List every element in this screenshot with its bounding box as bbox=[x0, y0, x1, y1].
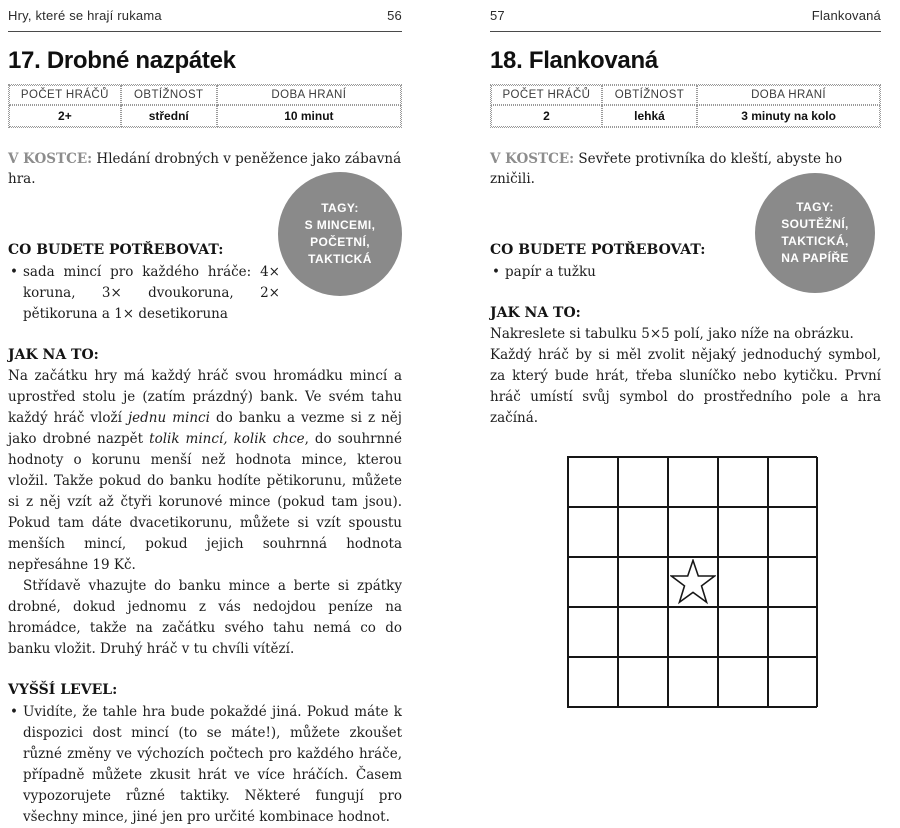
grid-cell bbox=[568, 557, 618, 607]
howto-label: JAK NA TO: bbox=[490, 304, 581, 321]
info-col-duration: DOBA HRANÍ bbox=[217, 85, 401, 105]
tag-line: POČETNÍ, bbox=[310, 235, 370, 249]
summary-text: Hledání drobných v peněžence jako zábavná hra. bbox=[8, 151, 402, 188]
grid-cell bbox=[568, 607, 618, 657]
grid-illustration bbox=[567, 456, 881, 708]
page-header-right bbox=[490, 8, 881, 32]
grid-cell bbox=[668, 557, 718, 607]
summary-label: V KOSTCE: bbox=[490, 151, 575, 167]
grid-cell bbox=[768, 557, 818, 607]
info-val-duration: 3 minuty na kolo bbox=[697, 105, 880, 127]
howto-paragraph: Na začátku hry má každý hráč svou hromádku mincí a uprostřed stolu je (zatím prázdný) bank. Ve svém tahu každý hráč vloží jednu minci do banku a vezme si z něj jako drobné nazpět tolik mincí, kolik chce, do souhrnné hodnoty o korunu menší než hodnota mince, kterou vložil. Takže pokud do banku hodíte pětikorunu, můžete si z něj vzít až čtyři korunové mince (pokud tam jsou). Pokud tam dáte dvacetikorunu, můžete si vzít spoustu menších mincí, pokud jejich souhrnná hodnota nepřesáhne 19 Kč. bbox=[8, 367, 402, 573]
need-list bbox=[490, 262, 762, 283]
info-table bbox=[8, 84, 402, 128]
tag-line: TAKTICKÁ bbox=[308, 252, 372, 266]
grid-cell bbox=[768, 457, 818, 507]
game-title: 17. Drobné nazpátek bbox=[8, 47, 236, 74]
grid-cell bbox=[668, 607, 718, 657]
grid-cell bbox=[718, 457, 768, 507]
grid-cell bbox=[718, 557, 768, 607]
info-val-duration: 10 minut bbox=[217, 105, 401, 127]
need-list bbox=[8, 262, 280, 325]
howto-label: JAK NA TO: bbox=[8, 346, 99, 363]
info-val-players: 2 bbox=[491, 105, 602, 127]
grid-cell bbox=[618, 557, 668, 607]
tags-label: TAGY: bbox=[321, 201, 359, 215]
page-number: 57 bbox=[490, 8, 505, 23]
list-item: • Uvidíte, že tahle hra bude pokaždé jiná. Pokud máte k dispozici dost mincí (to se máte!), můžete zkoušet různé změny ve výchozích počtech pro každého hráče, případně můžete zkusit hrát ve více hráčích. Časem vypozorujete různé taktiky. Některé fungují pro všechny mince, jiné jen pro určité kombinace hodnot. bbox=[8, 702, 402, 828]
tag-line: S MINCEMI, bbox=[304, 218, 376, 232]
game-grid bbox=[567, 456, 817, 708]
grid-cell bbox=[768, 607, 818, 657]
game-title: 18. Flankovaná bbox=[490, 47, 658, 74]
grid-cell bbox=[768, 507, 818, 557]
grid-cell bbox=[618, 457, 668, 507]
howto-paragraph: Střídavě vhazujte do banku mince a berte si zpátky drobné, dokud jednomu z vás nedojdou peníze na hromádce, takže na začátku svého tahu nemá co do banku vložit. Druhý hráč v tu chvíli vítězí. bbox=[8, 577, 402, 657]
info-val-players: 2+ bbox=[9, 105, 121, 127]
grid-cell bbox=[618, 657, 668, 707]
running-head: Flankovaná bbox=[811, 8, 881, 23]
tag-line: TAKTICKÁ, bbox=[781, 234, 849, 248]
tag-line: NA PAPÍŘE bbox=[781, 251, 849, 265]
grid-cell bbox=[618, 507, 668, 557]
info-table bbox=[490, 84, 881, 128]
tag-line: SOUTĚŽNÍ, bbox=[781, 217, 849, 231]
tags-label: TAGY: bbox=[796, 200, 834, 214]
summary-text: Sevřete protivníka do kleští, abyste ho zničili. bbox=[490, 151, 843, 188]
info-col-difficulty: OBTÍŽNOST bbox=[602, 85, 697, 105]
info-col-players: POČET HRÁČŮ bbox=[9, 85, 121, 105]
list-item: • sada mincí pro každého hráče: 4× koruna, 3× dvoukoruna, 2× pětikoruna a 1× desetikoruna bbox=[8, 262, 280, 325]
page-left bbox=[8, 8, 402, 828]
tags-badge bbox=[278, 172, 402, 296]
grid-cell bbox=[618, 607, 668, 657]
page-right bbox=[490, 8, 881, 828]
grid-cell bbox=[718, 657, 768, 707]
howto-paragraph: Nakreslete si tabulku 5×5 polí, jako níže na obrázku. bbox=[490, 325, 854, 342]
tags-badge bbox=[755, 173, 875, 293]
need-label: CO BUDETE POTŘEBOVAT: bbox=[8, 241, 224, 258]
info-col-duration: DOBA HRANÍ bbox=[697, 85, 880, 105]
grid-cell bbox=[718, 507, 768, 557]
grid-cell bbox=[568, 657, 618, 707]
grid-cell bbox=[568, 457, 618, 507]
grid-cell bbox=[568, 507, 618, 557]
info-val-difficulty: střední bbox=[121, 105, 217, 127]
grid-cell bbox=[668, 657, 718, 707]
grid-cell bbox=[718, 607, 768, 657]
info-col-players: POČET HRÁČŮ bbox=[491, 85, 602, 105]
level-list bbox=[8, 702, 402, 828]
summary-label: V KOSTCE: bbox=[8, 151, 93, 167]
grid-cell bbox=[768, 657, 818, 707]
info-val-difficulty: lehká bbox=[602, 105, 697, 127]
page-header-left bbox=[8, 8, 402, 32]
grid-cell bbox=[668, 507, 718, 557]
level-label: VYŠŠÍ LEVEL: bbox=[8, 681, 118, 698]
star-icon bbox=[670, 559, 716, 605]
need-label: CO BUDETE POTŘEBOVAT: bbox=[490, 241, 706, 258]
grid-cell bbox=[668, 457, 718, 507]
running-head: Hry, které se hrají rukama bbox=[8, 8, 162, 23]
info-col-difficulty: OBTÍŽNOST bbox=[121, 85, 217, 105]
howto-paragraph: Každý hráč by si měl zvolit nějaký jednoduchý symbol, za který bude hrát, třeba sluníčko nebo kytičku. První hráč umístí svůj symbol do prostředního pole a hra začíná. bbox=[490, 346, 881, 426]
page-number: 56 bbox=[387, 8, 402, 23]
list-item: • papír a tužku bbox=[490, 262, 762, 283]
